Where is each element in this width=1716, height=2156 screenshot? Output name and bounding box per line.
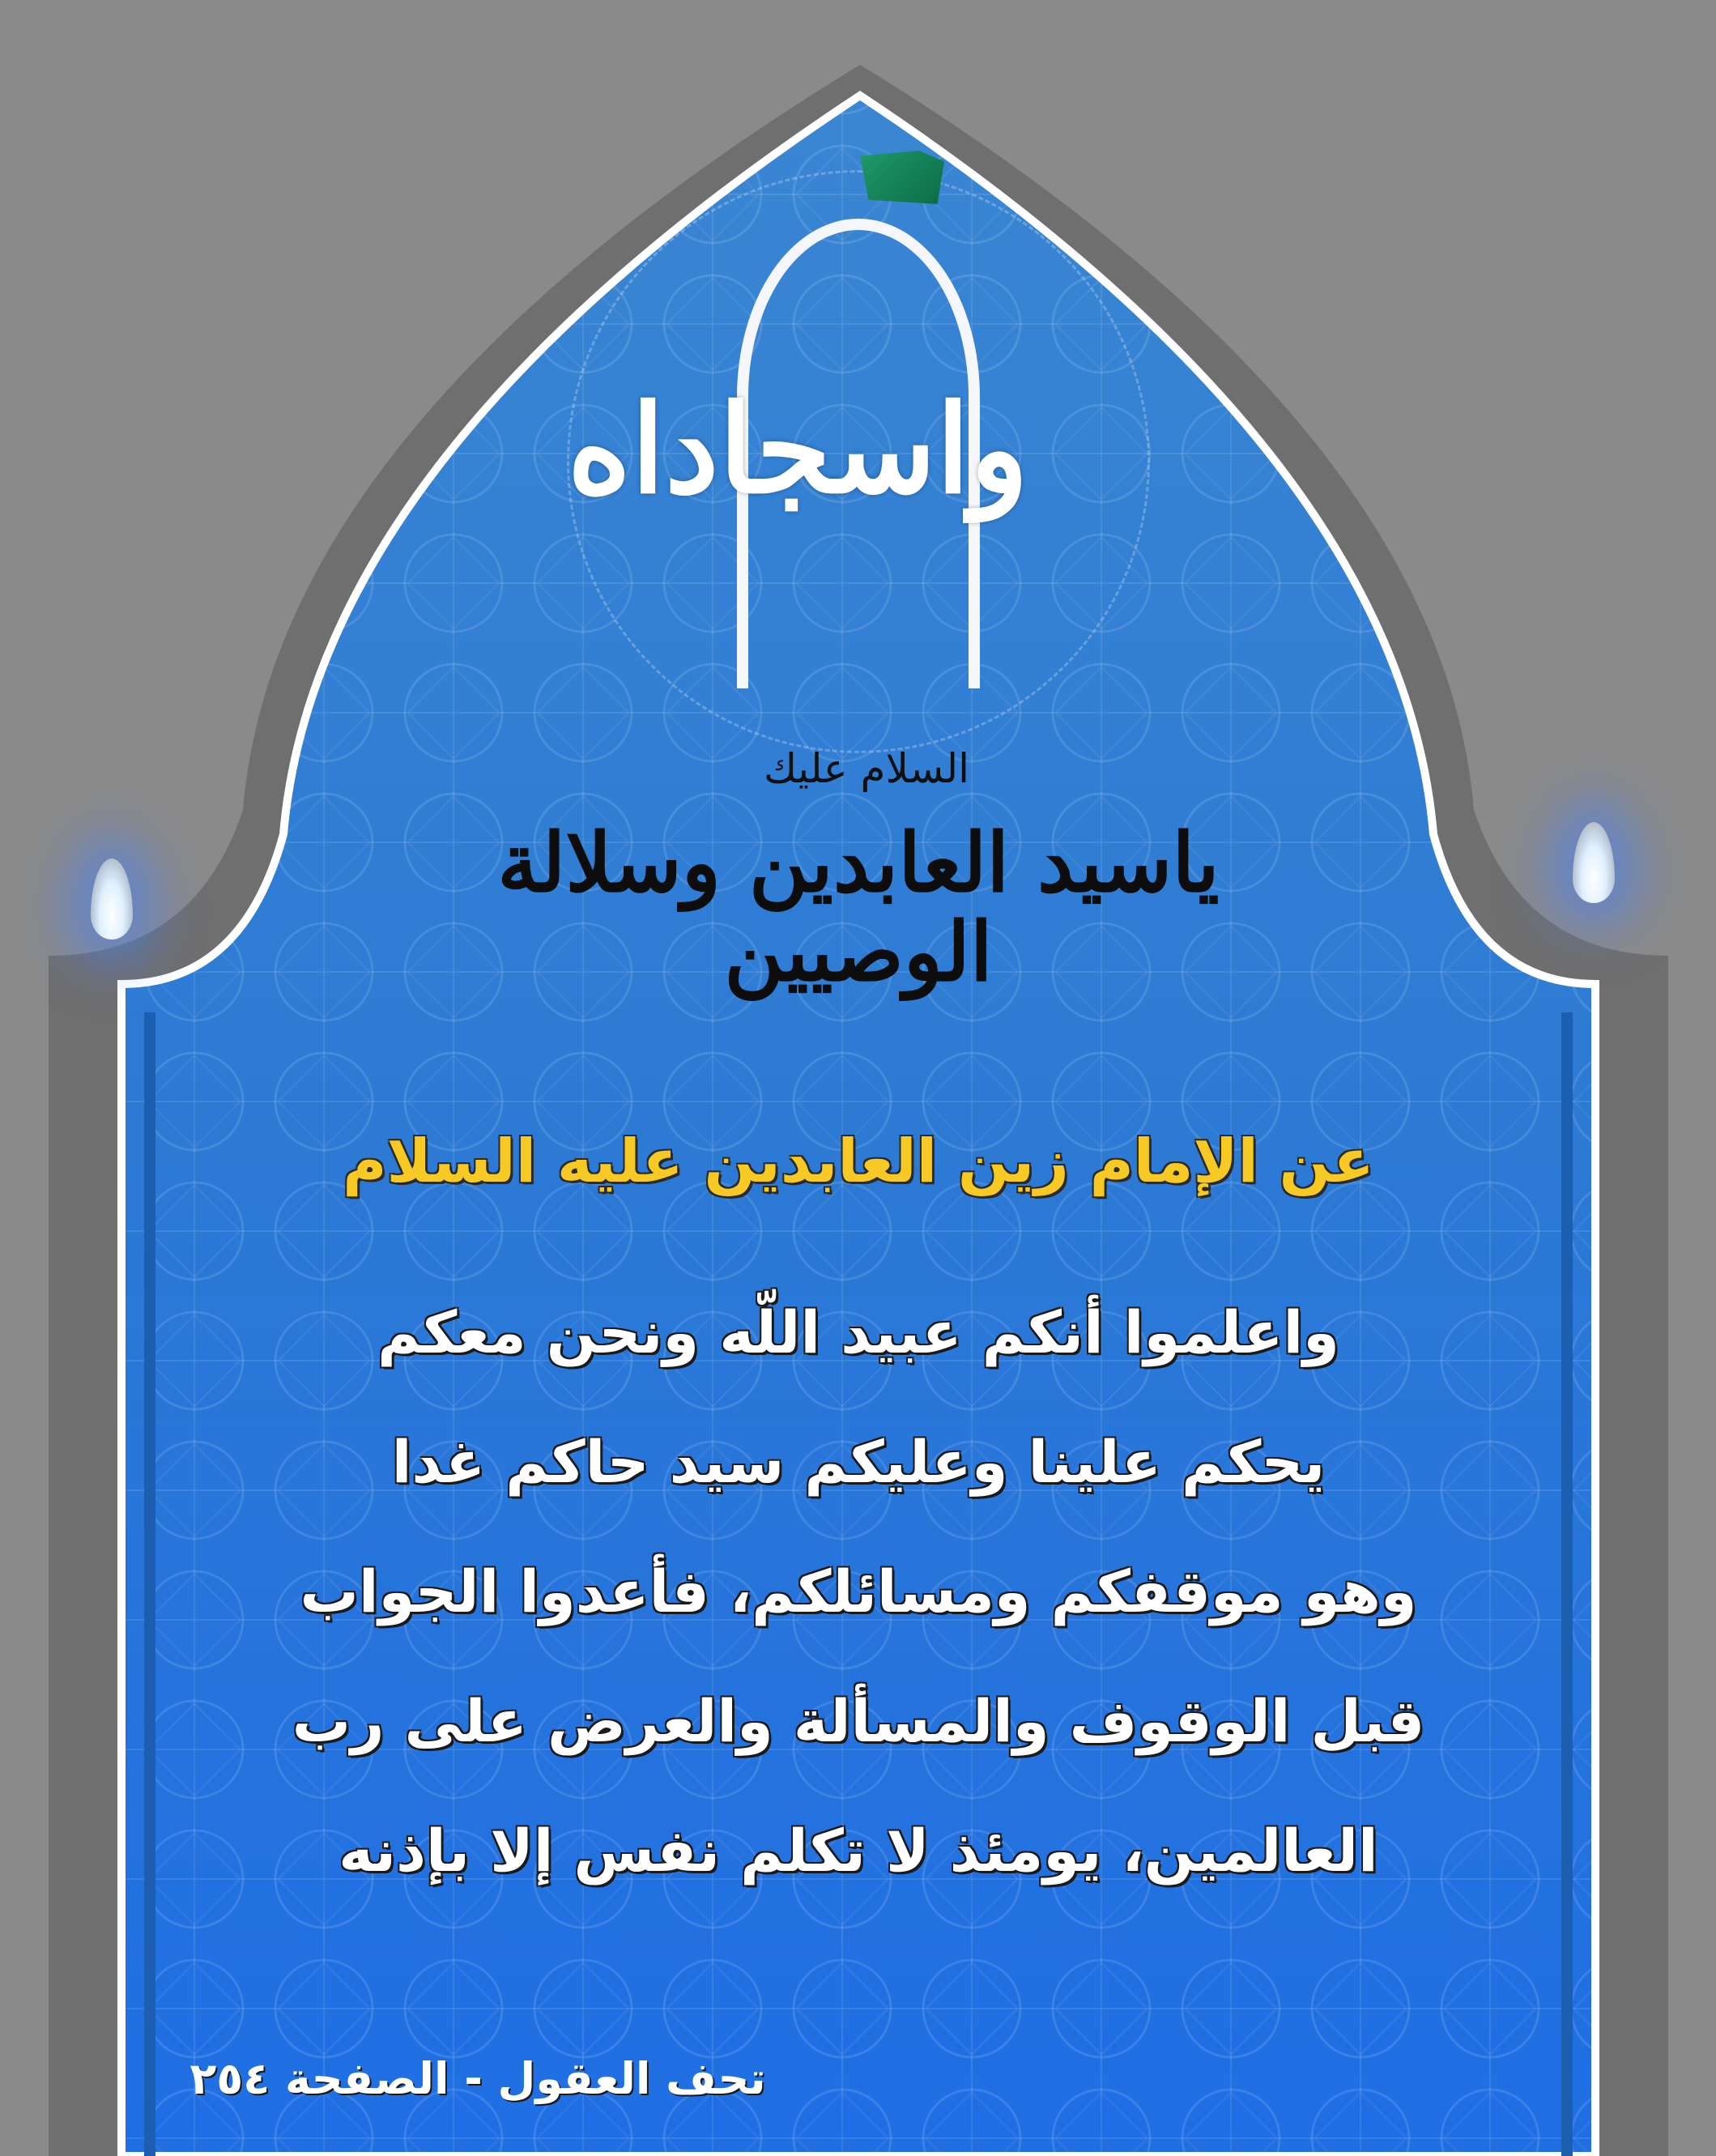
calligraphy-white: واسجاداه [567, 378, 1028, 521]
source-citation: تحف العقول - الصفحة ٢٥٤ [189, 2053, 766, 2104]
hadith-line: قبل الوقوف والمسألة والعرض على رب [292, 1687, 1425, 1755]
hadith-text [202, 1268, 1514, 1915]
hadith-line: وهو موقفكم ومسائلكم، فأعدوا الجواب [300, 1557, 1417, 1626]
hadith-heading: عن الإمام زين العابدين عليه السلام [343, 1127, 1374, 1196]
calligraphy-main: ياسيد العابدين وسلالة الوصيين [497, 815, 1220, 999]
calligraphy-salutation: السلام عليك [763, 745, 970, 792]
hadith-line: واعلموا أنكم عبيد اللّه ونحن معكم [377, 1298, 1339, 1366]
hadith-line: يحكم علينا وعليكم سيد حاكم غدا [391, 1428, 1326, 1496]
flag-icon [860, 151, 944, 204]
hadith-line: العالمين، يومئذ لا تكلم نفس إلا بإذنه [339, 1817, 1378, 1885]
